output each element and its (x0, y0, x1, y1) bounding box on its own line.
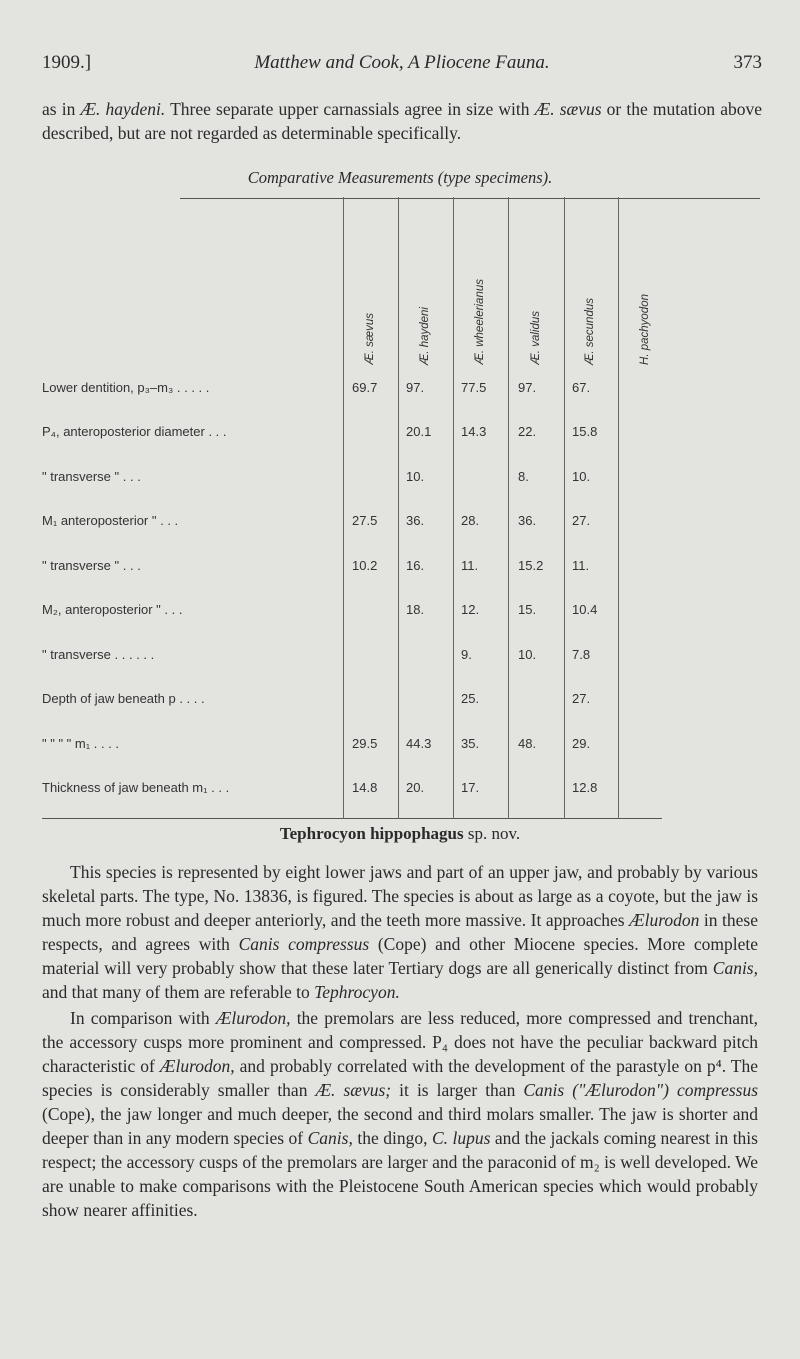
table-cell: 11. (461, 558, 479, 573)
body-text (42, 860, 758, 1224)
column-heading: Æ. haydeni (419, 306, 431, 365)
table-cell: 11. (572, 558, 590, 573)
table-cell: 10.4 (572, 602, 598, 617)
table-cell: 20.1 (406, 424, 432, 439)
table-column-rule (453, 197, 454, 819)
table-cell: 35. (461, 736, 480, 751)
table-cell: 25. (461, 691, 480, 706)
table-row-label: Thickness of jaw beneath m₁ . . . (42, 780, 230, 795)
column-heading: Æ. validus (530, 311, 542, 365)
table-top-rule (180, 198, 760, 199)
table-cell: 29. (572, 736, 591, 751)
table-cell: 97. (518, 380, 537, 395)
table-cell: 77.5 (461, 380, 487, 395)
table-cell: 28. (461, 513, 480, 528)
table-row-label: Lower dentition, p₃–m₃ . . . . . (42, 380, 210, 395)
table-row-label: M₂, anteroposterior " . . . (42, 602, 183, 617)
table-cell: 10. (406, 469, 425, 484)
table-column-rule (508, 197, 509, 819)
table-row-label: " transverse " . . . (42, 558, 141, 573)
table-bottom-rule (42, 818, 662, 819)
header-running-title: Matthew and Cook, A Pliocene Fauna. (254, 52, 550, 73)
table-cell: 36. (406, 513, 425, 528)
table-cell: 44.3 (406, 736, 432, 751)
table-cell: 27. (572, 513, 591, 528)
table-cell: 16. (406, 558, 425, 573)
table-cell: 22. (518, 424, 537, 439)
table-cell: 69.7 (352, 380, 378, 395)
running-header (42, 52, 762, 78)
column-heading: Æ. sævus (364, 313, 376, 365)
table-row-label: P₄, anteroposterior diameter . . . (42, 424, 227, 439)
table-row-label: " transverse " . . . (42, 469, 141, 484)
table-cell: 7.8 (572, 647, 591, 662)
table-caption: Comparative Measurements (type specimens). (247, 168, 553, 187)
table-cell: 12.8 (572, 780, 598, 795)
table-cell: 14.8 (352, 780, 378, 795)
table-cell: 12. (461, 602, 480, 617)
table-column-rule (343, 197, 344, 819)
paragraph: This species is represented by eight lower jaws and part of an upper jaw, and probably by various skeletal parts. The type, No. 13836, is figured. The species is about as large as a coyote, but the jaw is much more robust and deeper anteriorly, and the teeth more massive. It approaches Ælurodon in these respects, and agrees with Canis compressus (Cope) and other Miocene species. More complete material will very probably show that these later Tertiary dogs are all generically distinct from Canis, and that many of them are referable to Tephrocyon. (42, 862, 759, 1002)
species-heading (0, 824, 800, 844)
table-cell: 48. (518, 736, 537, 751)
table-cell: 10.2 (352, 558, 378, 573)
column-heading: H. pachyodon (639, 294, 651, 365)
table-row-label: " transverse . . . . . . (42, 647, 155, 662)
table-cell: 15.8 (572, 424, 598, 439)
table-cell: 20. (406, 780, 425, 795)
table-cell: 15.2 (518, 558, 544, 573)
column-heading: Æ. wheelerianus (474, 279, 486, 365)
table-cell: 8. (518, 469, 529, 484)
header-year: 1909.] (42, 52, 92, 73)
table-cell: 10. (572, 469, 591, 484)
table-cell: 67. (572, 380, 591, 395)
header-page-number: 373 (733, 52, 762, 73)
species-name: Tephrocyon hippophagus (279, 824, 464, 843)
table-cell: 14.3 (461, 424, 487, 439)
table-column-rule (398, 197, 399, 819)
table-row-label: M₁ anteroposterior " . . . (42, 513, 179, 528)
table-cell: 97. (406, 380, 425, 395)
intro-paragraph: as in Æ. haydeni. Three separate upper carnassials agree in size with Æ. sævus or the mutation above described, but are not regarded as determinable specifically. (42, 99, 762, 143)
table-column-rule (564, 197, 565, 819)
table-row-label: " " " " m₁ . . . . (42, 736, 120, 751)
table-column-rule (618, 197, 619, 819)
column-heading: Æ. secundus (584, 297, 596, 365)
table-cell: 17. (461, 780, 480, 795)
table-row-label: Depth of jaw beneath p . . . . (42, 691, 205, 706)
table-cell: 18. (406, 602, 425, 617)
species-suffix: sp. nov. (463, 824, 521, 843)
table-cell: 27. (572, 691, 591, 706)
table-cell: 15. (518, 602, 537, 617)
table-cell: 29.5 (352, 736, 378, 751)
table-cell: 27.5 (352, 513, 378, 528)
table-cell: 10. (518, 647, 537, 662)
paragraph: In comparison with Ælurodon, the premolars are less reduced, more compressed and trenchant, the accessory cusps more prominent and compressed. P₄ does not have the peculiar backward pitch characteristic of Ælurodon, and probably correlated with the development of the parastyle on p⁴. The species is considerably smaller than Æ. sævus; it is larger than Canis ("Ælurodon") compressus (Cope), the jaw longer and much deeper, the second and third molars smaller. The jaw is shorter and deeper than in any modern species of Canis, the dingo, C. lupus and the jackals coming nearest in this respect; the accessory cusps of the premolars are larger and the paraconid of m₂ is well developed. We are unable to make comparisons with the Pleistocene South American species which would probably show nearer affinities. (42, 1008, 759, 1220)
table-cell: 9. (461, 647, 472, 662)
table-cell: 36. (518, 513, 537, 528)
